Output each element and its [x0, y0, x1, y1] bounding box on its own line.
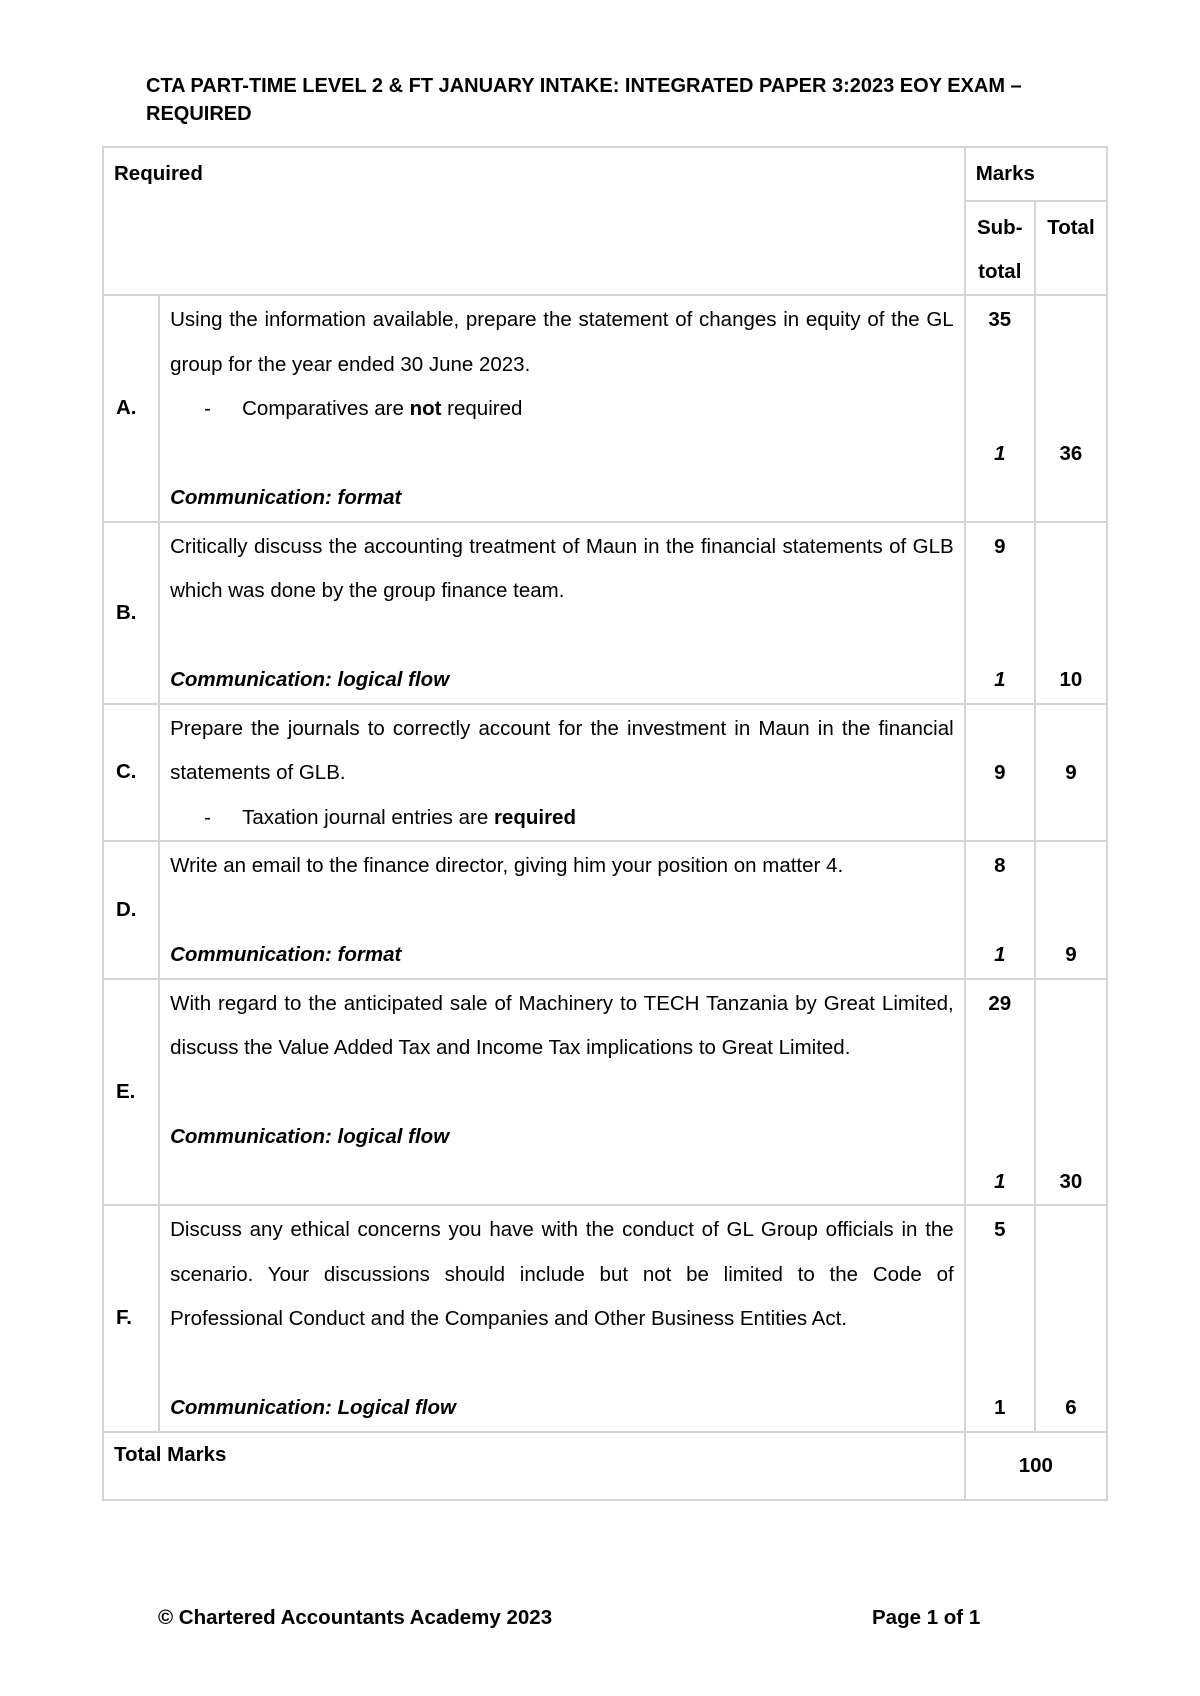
- document-title: [146, 72, 1076, 128]
- total-cell: 6: [1035, 1205, 1107, 1432]
- table-row: [103, 1205, 1107, 1432]
- required-marks-table: [102, 146, 1108, 1501]
- table-row: [103, 841, 1107, 979]
- table-row: [103, 979, 1107, 1206]
- question-text: Write an email to the finance director, giving him your position on matter 4. Communication: format: [159, 841, 965, 979]
- question-text: Critically discuss the accounting treatment of Maun in the financial statements of GLB which was done by the group finance team. Communication: logical flow: [159, 522, 965, 704]
- communication-criterion: Communication: logical flow: [170, 668, 450, 691]
- subtotal-cell: 9 1: [965, 522, 1035, 704]
- question-letter: B.: [103, 522, 159, 704]
- subtotal-cell: 35 1: [965, 295, 1035, 522]
- table-row: [103, 704, 1107, 842]
- bullet-point: - Taxation journal entries are required: [204, 805, 576, 829]
- total-cell: 10: [1035, 522, 1107, 704]
- total-marks-row: [103, 1432, 1107, 1500]
- total-cell: 9: [1035, 704, 1107, 842]
- table-row: [103, 295, 1107, 522]
- question-letter: C.: [103, 704, 159, 842]
- total-marks-value: 100: [965, 1432, 1107, 1500]
- subtotal-cell: 8 1: [965, 841, 1035, 979]
- title-line-2: REQUIRED: [146, 103, 252, 125]
- total-cell: 30: [1035, 979, 1107, 1206]
- required-header: Required: [103, 147, 965, 295]
- question-text: Discuss any ethical concerns you have with the conduct of GL Group officials in the scenario. Your discussions should include but not be limited to the Code of Professional Conduct and the Companies and Other Business Entities Act. Communication: Logical flow: [159, 1205, 965, 1432]
- question-letter: D.: [103, 841, 159, 979]
- title-line-1: CTA PART-TIME LEVEL 2 & FT JANUARY INTAKE: INTEGRATED PAPER 3:2023 EOY EXAM –: [146, 75, 1022, 97]
- question-letter: E.: [103, 979, 159, 1206]
- total-cell: 9: [1035, 841, 1107, 979]
- footer-page-number: Page 1 of 1: [872, 1606, 981, 1629]
- subtotal-cell: 29 1: [965, 979, 1035, 1206]
- subtotal-header: Sub- total: [965, 201, 1035, 295]
- question-text: With regard to the anticipated sale of Machinery to TECH Tanzania by Great Limited, discuss the Value Added Tax and Income Tax implications to Great Limited. Communication: logical flow: [159, 979, 965, 1206]
- bullet-point: - Comparatives are not required: [204, 397, 523, 420]
- question-letter: F.: [103, 1205, 159, 1432]
- communication-criterion: Communication: format: [170, 943, 402, 966]
- total-cell: 36: [1035, 295, 1107, 522]
- question-text: Prepare the journals to correctly account for the investment in Maun in the financial statements of GLB. - Taxation journal entries are required: [159, 704, 965, 842]
- table-header-row: [103, 147, 1107, 201]
- total-header: Total: [1035, 201, 1107, 295]
- subtotal-cell: 5 1: [965, 1205, 1035, 1432]
- question-text: Using the information available, prepare the statement of changes in equity of the GL group for the year ended 30 June 2023. - Comparatives are not required Communication: format: [159, 295, 965, 522]
- question-letter: A.: [103, 295, 159, 522]
- communication-criterion: Communication: logical flow: [170, 1125, 450, 1148]
- marks-header: Marks: [965, 147, 1107, 201]
- subtotal-cell: 9: [965, 704, 1035, 842]
- communication-criterion: Communication: Logical flow: [170, 1396, 456, 1419]
- footer-copyright: © Chartered Accountants Academy 2023: [158, 1606, 553, 1629]
- communication-criterion: Communication: format: [170, 486, 402, 509]
- total-marks-label: Total Marks: [103, 1432, 965, 1500]
- table-row: [103, 522, 1107, 704]
